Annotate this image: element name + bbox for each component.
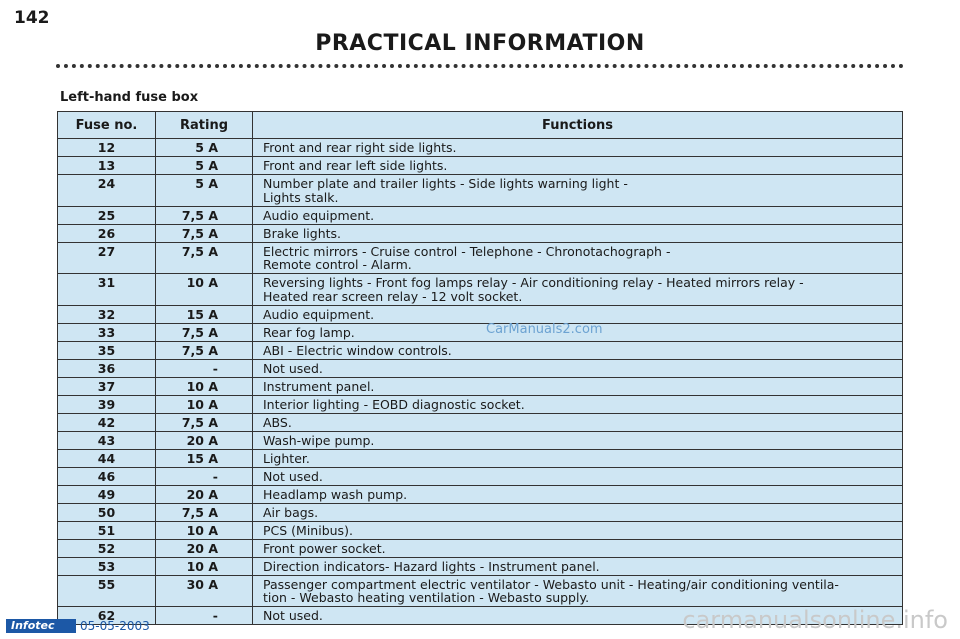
fuse-functions — [253, 175, 903, 207]
fuse-functions — [253, 575, 903, 607]
fuse-functions — [253, 157, 903, 175]
function-line: Brake lights. — [263, 225, 342, 241]
function-line: Electric mirrors - Cruise control - Telephone - Chronotachograph - — [263, 243, 671, 259]
function-line: Not used. — [263, 360, 323, 376]
table-row — [58, 431, 903, 449]
fuse-rating: 5 A — [156, 157, 253, 175]
function-line: tion - Webasto heating ventilation - Webasto supply. — [263, 590, 590, 605]
fuse-functions — [253, 305, 903, 323]
function-line: Front and rear left side lights. — [263, 158, 448, 173]
fuse-functions — [253, 242, 903, 274]
dotted-divider — [56, 64, 904, 72]
fuse-number: 50 — [58, 503, 156, 521]
table-row — [58, 575, 903, 607]
function-line: Audio equipment. — [263, 207, 375, 223]
fuse-rating: 7,5 A — [156, 242, 253, 274]
table-row — [58, 413, 903, 431]
fuse-rating: 20 A — [156, 431, 253, 449]
fuse-rating: 10 A — [156, 521, 253, 539]
fuse-rating: 10 A — [156, 377, 253, 395]
page-number: 142 — [14, 8, 50, 28]
fuse-rating: 15 A — [156, 305, 253, 323]
fuse-functions — [253, 274, 903, 306]
function-line: PCS (Minibus). — [263, 522, 353, 538]
table-row — [58, 503, 903, 521]
table-row — [58, 395, 903, 413]
table-row — [58, 485, 903, 503]
table-row — [58, 175, 903, 207]
function-line: Not used. — [263, 468, 323, 484]
fuse-rating: 7,5 A — [156, 503, 253, 521]
table-row — [58, 305, 903, 323]
fuse-number: 31 — [58, 274, 156, 306]
table-row — [58, 341, 903, 359]
fuse-number: 46 — [58, 467, 156, 485]
page-title: PRACTICAL INFORMATION — [315, 31, 645, 56]
table-row — [58, 467, 903, 485]
fuse-number: 51 — [58, 521, 156, 539]
table-row — [58, 539, 903, 557]
fuse-functions — [253, 224, 903, 242]
fuse-rating: 10 A — [156, 557, 253, 575]
fuse-rating: - — [156, 607, 253, 625]
watermark-text: CarManuals2.com — [486, 322, 603, 337]
fuse-number: 33 — [58, 323, 156, 341]
fuse-functions — [253, 557, 903, 575]
fuse-number: 44 — [58, 449, 156, 467]
fuse-functions — [253, 449, 903, 467]
fuse-number: 24 — [58, 175, 156, 207]
table-row — [58, 274, 903, 306]
fuse-functions — [253, 341, 903, 359]
table-row — [58, 449, 903, 467]
fuse-rating: 7,5 A — [156, 206, 253, 224]
fuse-table-body — [58, 139, 903, 625]
table-row — [58, 242, 903, 274]
fuse-number: 13 — [58, 157, 156, 175]
fuse-rating: 7,5 A — [156, 413, 253, 431]
function-line: Passenger compartment electric ventilator - Webasto unit - Heating/air conditioning ventila- — [263, 576, 839, 592]
function-line: ABS. — [263, 414, 292, 430]
fuse-functions — [253, 139, 903, 157]
function-line: Headlamp wash pump. — [263, 486, 408, 502]
fuse-table — [57, 111, 903, 625]
fuse-rating: - — [156, 467, 253, 485]
function-line: Wash-wipe pump. — [263, 432, 375, 448]
fuse-rating: 5 A — [156, 175, 253, 207]
function-line: Not used. — [263, 608, 323, 623]
fuse-rating: - — [156, 359, 253, 377]
function-line: Rear fog lamp. — [263, 324, 355, 340]
fuse-functions — [253, 521, 903, 539]
function-line: Front power socket. — [263, 540, 386, 556]
fuse-functions — [253, 395, 903, 413]
function-line: Reversing lights - Front fog lamps relay - Air conditioning relay - Heated mirrors relay - — [263, 275, 804, 290]
print-date: 05-05-2003 — [80, 619, 150, 633]
fuse-number: 52 — [58, 539, 156, 557]
fuse-number: 35 — [58, 341, 156, 359]
function-line: Lights stalk. — [263, 189, 339, 205]
table-row — [58, 139, 903, 157]
fuse-functions — [253, 413, 903, 431]
function-line: Front and rear right side lights. — [263, 140, 457, 155]
fuse-number: 12 — [58, 139, 156, 157]
function-line: Direction indicators- Hazard lights - Instrument panel. — [263, 558, 600, 574]
table-row — [58, 206, 903, 224]
fuse-number: 53 — [58, 557, 156, 575]
fuse-rating: 15 A — [156, 449, 253, 467]
fuse-number: 27 — [58, 242, 156, 274]
fuse-rating: 20 A — [156, 539, 253, 557]
table-row — [58, 557, 903, 575]
fuse-rating: 7,5 A — [156, 224, 253, 242]
function-line: Air bags. — [263, 504, 319, 520]
fuse-rating: 5 A — [156, 139, 253, 157]
table-row — [58, 157, 903, 175]
fuse-number: 43 — [58, 431, 156, 449]
table-header-row — [58, 112, 903, 139]
function-line: Number plate and trailer lights - Side lights warning light - — [263, 176, 628, 191]
fuse-number: 37 — [58, 377, 156, 395]
fuse-rating: 20 A — [156, 485, 253, 503]
function-line: Lighter. — [263, 450, 310, 466]
fuse-functions — [253, 377, 903, 395]
function-line: Remote control - Alarm. — [263, 257, 412, 272]
fuse-number: 26 — [58, 224, 156, 242]
fuse-functions — [253, 431, 903, 449]
fuse-rating: 30 A — [156, 575, 253, 607]
header-rating: Rating — [156, 112, 253, 139]
fuse-functions — [253, 206, 903, 224]
fuse-number: 42 — [58, 413, 156, 431]
table-row — [58, 521, 903, 539]
fuse-number: 49 — [58, 485, 156, 503]
fuse-rating: 7,5 A — [156, 323, 253, 341]
fuse-functions — [253, 359, 903, 377]
table-row — [58, 359, 903, 377]
fuse-rating: 7,5 A — [156, 341, 253, 359]
fuse-number: 62 — [58, 607, 156, 625]
table-row — [58, 323, 903, 341]
fuse-number: 55 — [58, 575, 156, 607]
section-title: Left-hand fuse box — [60, 90, 199, 105]
fuse-number: 25 — [58, 206, 156, 224]
function-line: Audio equipment. — [263, 306, 375, 322]
function-line: ABI - Electric window controls. — [263, 342, 452, 358]
function-line: Heated rear screen relay - 12 volt socket. — [263, 288, 523, 304]
fuse-rating: 10 A — [156, 274, 253, 306]
fuse-functions — [253, 503, 903, 521]
fuse-rating: 10 A — [156, 395, 253, 413]
header-fuse-no: Fuse no. — [58, 112, 156, 139]
infotec-logo: Infotec — [6, 619, 76, 633]
fuse-number: 36 — [58, 359, 156, 377]
header-functions: Functions — [253, 112, 903, 139]
fuse-functions — [253, 539, 903, 557]
fuse-functions — [253, 485, 903, 503]
site-footer: carmanualsonline.info — [682, 606, 948, 634]
fuse-number: 32 — [58, 305, 156, 323]
function-line: Interior lighting - EOBD diagnostic socket. — [263, 396, 525, 412]
function-line: Instrument panel. — [263, 378, 375, 394]
table-row — [58, 377, 903, 395]
fuse-functions — [253, 467, 903, 485]
table-row — [58, 224, 903, 242]
fuse-number: 39 — [58, 395, 156, 413]
